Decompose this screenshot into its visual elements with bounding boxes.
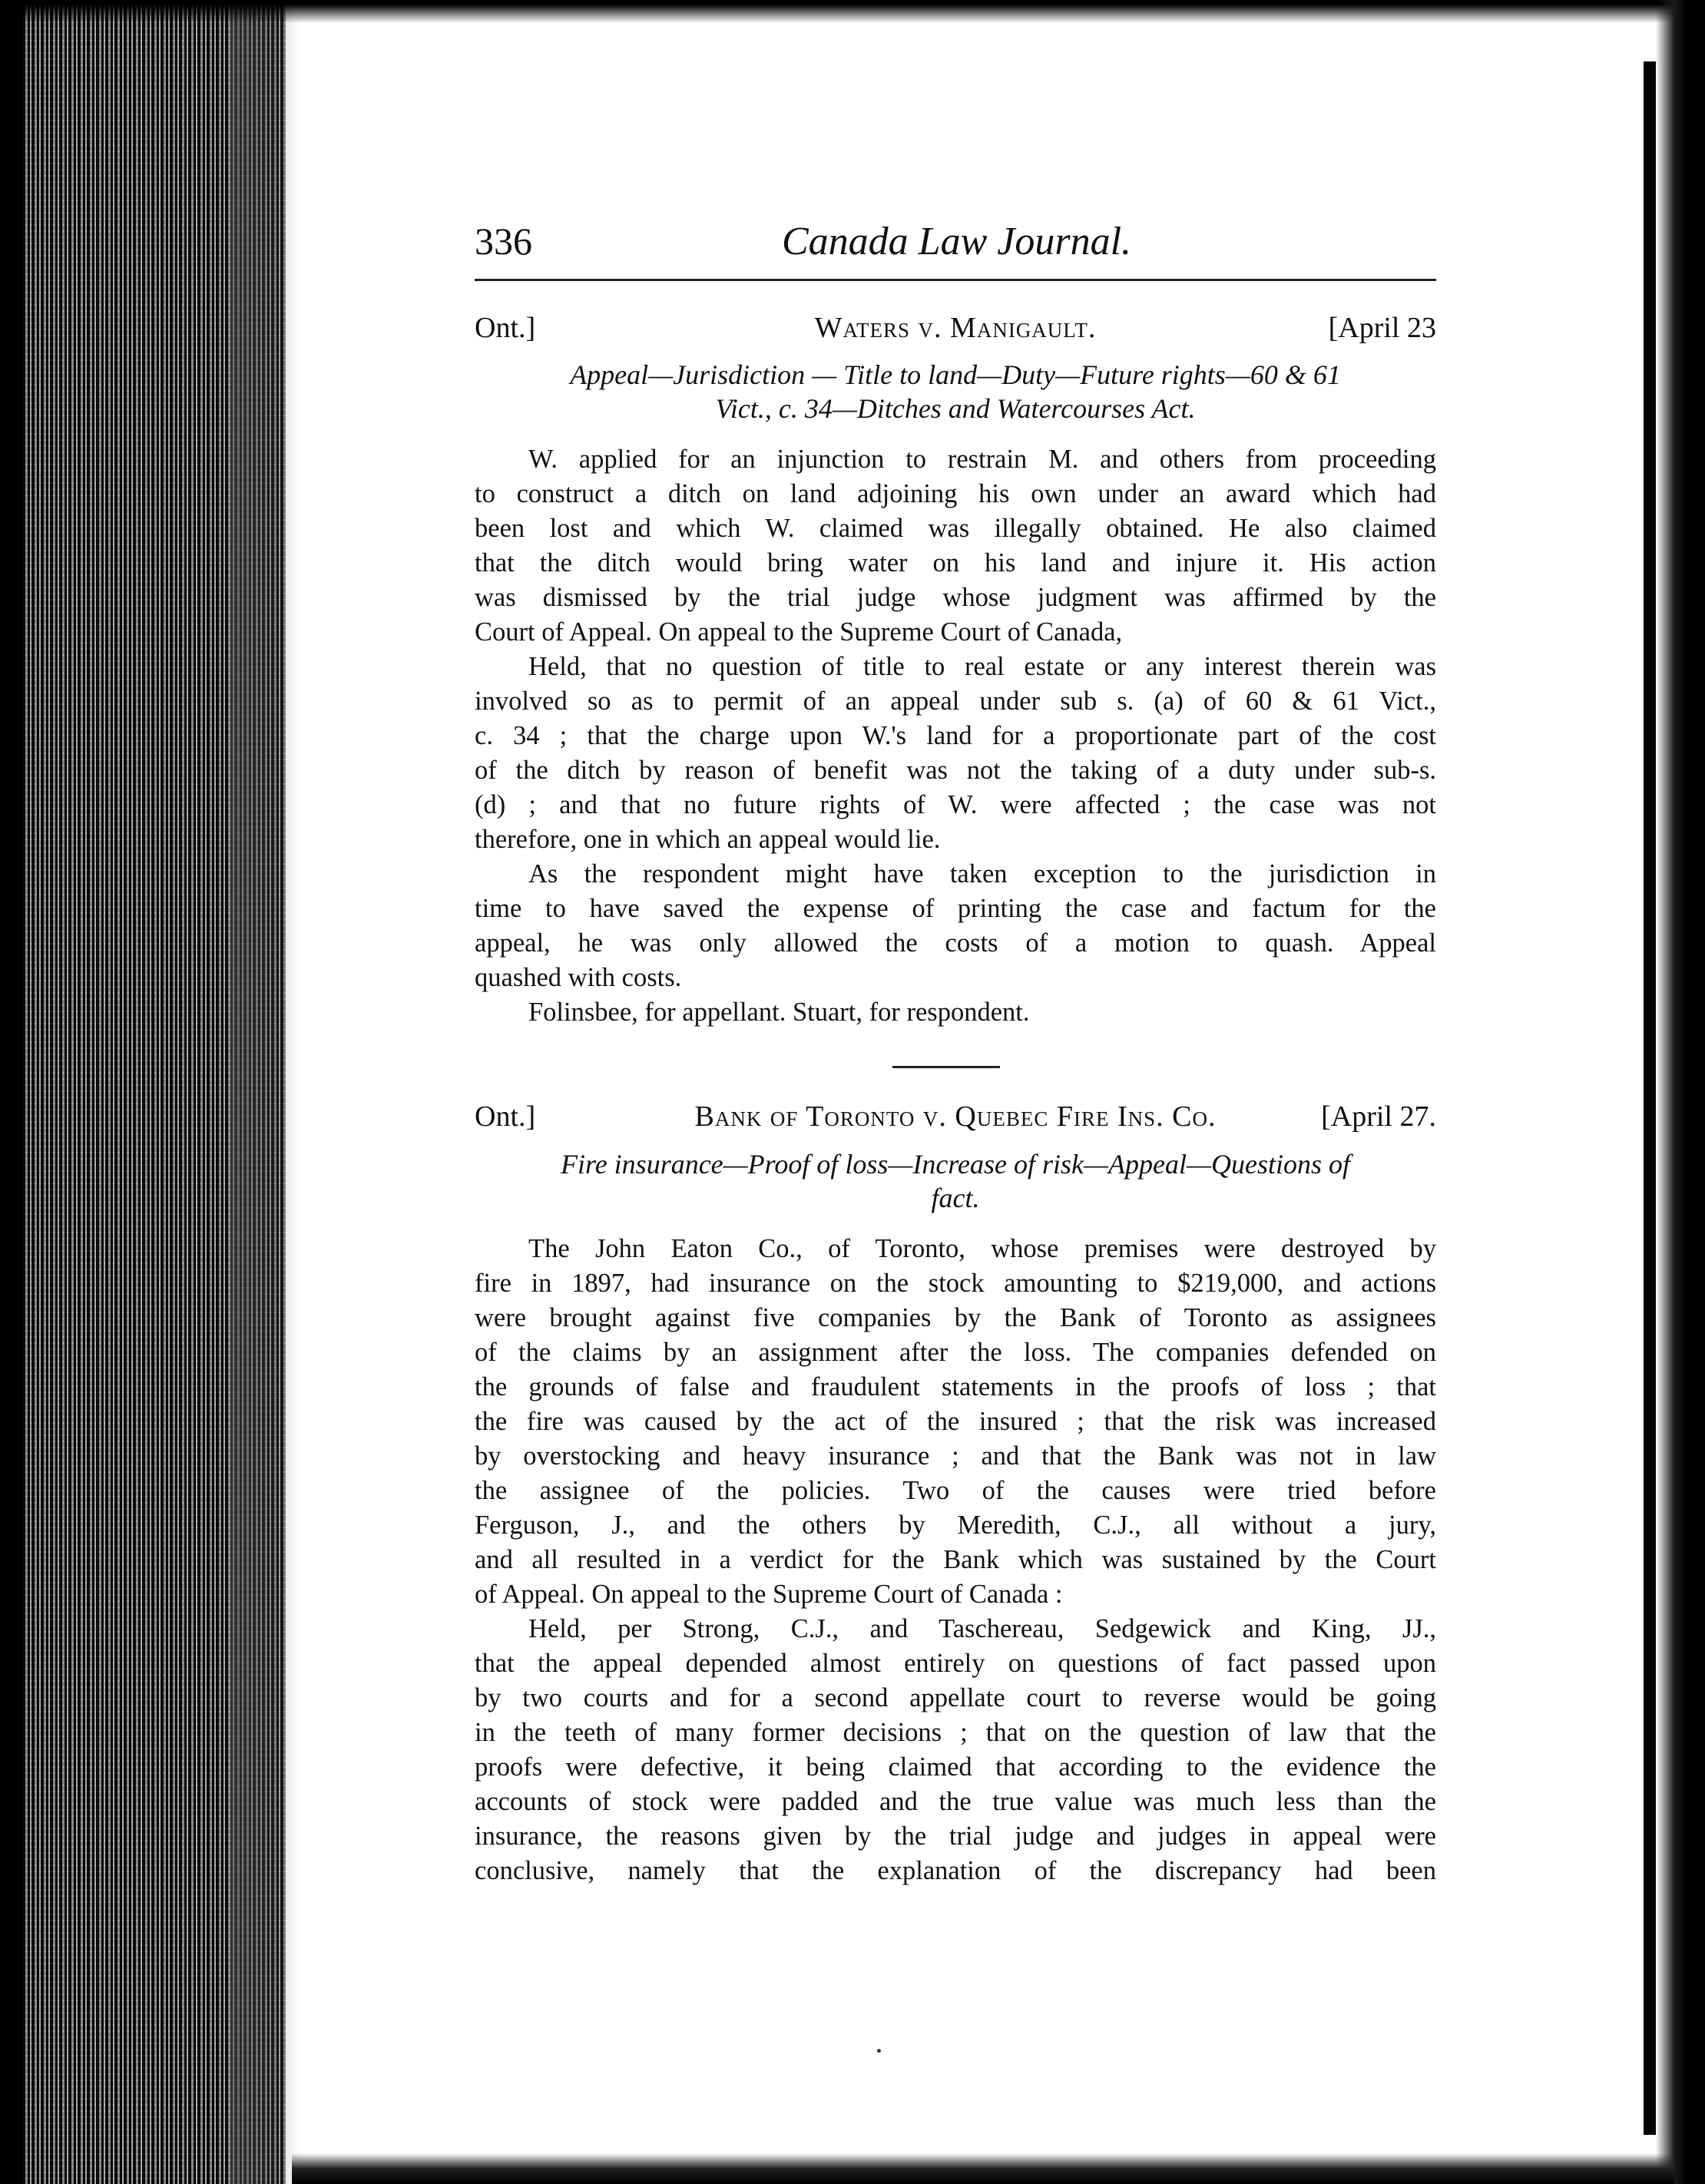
case1-line: that the ditch would bring water on his land and injure it. His action (475, 548, 1436, 577)
case2-line: by overstocking and heavy insurance ; and that the Bank was not in law (475, 1441, 1436, 1471)
case2-line: fire in 1897, had insurance on the stock amounting to $219,000, and actions (475, 1269, 1436, 1298)
case2-held-line: Held, per Strong, C.J., and Taschereau, Sedgewick and King, JJ., (528, 1614, 1436, 1643)
running-head (475, 219, 1436, 273)
case2-line: by two courts and for a second appellate court to reverse would be going (475, 1683, 1436, 1712)
case1-line: (d) ; and that no future rights of W. were affected ; the case was not (475, 790, 1436, 819)
case1-headnote-line1: Appeal—Jurisdiction — Title to land—Duty—Future rights—60 & 61 (570, 359, 1341, 390)
case2-line: Ferguson, J., and the others by Meredith, C.J., all without a jury, (475, 1511, 1436, 1540)
case1-line: was dismissed by the trial judge whose judgment was affirmed by the (475, 583, 1436, 612)
case1-counsel-line: Folinsbee, for appellant. Stuart, for respondent. (528, 998, 1030, 1027)
case2-line: were brought against five companies by the Bank of Toronto as assignees (475, 1303, 1436, 1332)
right-page-border (1644, 61, 1656, 2135)
case1-line: time to have saved the expense of printing the case and factum for the (475, 894, 1436, 923)
case2-line: the fire was caused by the act of the insured ; that the risk was increased (475, 1407, 1436, 1436)
case1-line: As the respondent might have taken exception to the jurisdiction in (528, 859, 1436, 888)
case-separator-rule (892, 1066, 1000, 1068)
case1-line: W. applied for an injunction to restrain M. and others from proceeding (528, 445, 1436, 474)
case1-line: therefore, one in which an appeal would lie. (475, 825, 941, 854)
case1-line: of the ditch by reason of benefit was not the taking of a duty under sub-s. (475, 756, 1436, 785)
case2-line: conclusive, namely that the explanation of the discrepancy had been (475, 1856, 1436, 1885)
case1-title: Waters v. Manigault. (814, 312, 1097, 344)
case2-line: of Appeal. On appeal to the Supreme Court of Canada : (475, 1580, 1063, 1609)
case1-date: [April 23 (1328, 312, 1436, 344)
case2-heading (475, 1100, 1436, 1138)
case1-headnote-line2: Vict., c. 34—Ditches and Watercourses Act. (715, 393, 1196, 424)
page-number: 336 (475, 220, 532, 263)
print-speck (877, 2049, 881, 2053)
case1-court: Ont.] (475, 312, 536, 344)
case2-line: and all resulted in a verdict for the Bank which was sustained by the Court (475, 1545, 1436, 1574)
case2-court: Ont.] (475, 1100, 536, 1133)
case2-line: that the appeal depended almost entirely on questions of fact passed upon (475, 1649, 1436, 1678)
header-rule (475, 279, 1436, 281)
case2-line: the grounds of false and fraudulent statements in the proofs of loss ; that (475, 1372, 1436, 1401)
left-scan-edge (0, 0, 23, 2184)
case2-line: The John Eaton Co., of Toronto, whose premises were destroyed by (528, 1234, 1436, 1263)
case2-title: Bank of Toronto v. Quebec Fire Ins. Co. (694, 1100, 1217, 1133)
case1-line: Court of Appeal. On appeal to the Supreme Court of Canada, (475, 617, 1123, 647)
gutter-shadow (230, 0, 300, 2184)
journal-title: Canada Law Journal. (782, 220, 1132, 263)
case2-headnote-line2: fact. (931, 1183, 980, 1213)
case1-line: c. 34 ; that the charge upon W.'s land for a proportionate part of the cost (475, 721, 1436, 750)
case2-line: in the teeth of many former decisions ; that on the question of law that the (475, 1718, 1436, 1747)
case1-line: quashed with costs. (475, 963, 682, 992)
case1-line: to construct a ditch on land adjoining his own under an award which had (475, 479, 1436, 508)
case2-line: proofs were defective, it being claimed that according to the evidence the (475, 1752, 1436, 1782)
case2-line: of the claims by an assignment after the loss. The companies defended on (475, 1338, 1436, 1367)
case2-line: the assignee of the policies. Two of the causes were tried before (475, 1476, 1436, 1505)
case1-line: appeal, he was only allowed the costs of a motion to quash. Appeal (475, 928, 1436, 958)
bottom-scan-edge (292, 2153, 1674, 2184)
right-scan-edge (1656, 0, 1705, 2184)
top-scan-edge (0, 0, 1705, 23)
case1-heading (475, 311, 1436, 349)
case2-line: accounts of stock were padded and the true value was much less than the (475, 1787, 1436, 1816)
case2-headnote-line1: Fire insurance—Proof of loss—Increase of risk—Appeal—Questions of (561, 1149, 1350, 1180)
case1-line: been lost and which W. claimed was illegally obtained. He also claimed (475, 514, 1436, 543)
case2-line: insurance, the reasons given by the trial judge and judges in appeal were (475, 1822, 1436, 1851)
case1-line: involved so as to permit of an appeal under sub s. (a) of 60 & 61 Vict., (475, 687, 1436, 716)
case2-date: [April 27. (1321, 1100, 1436, 1133)
case1-held-line: Held, that no question of title to real estate or any interest therein was (528, 652, 1436, 681)
